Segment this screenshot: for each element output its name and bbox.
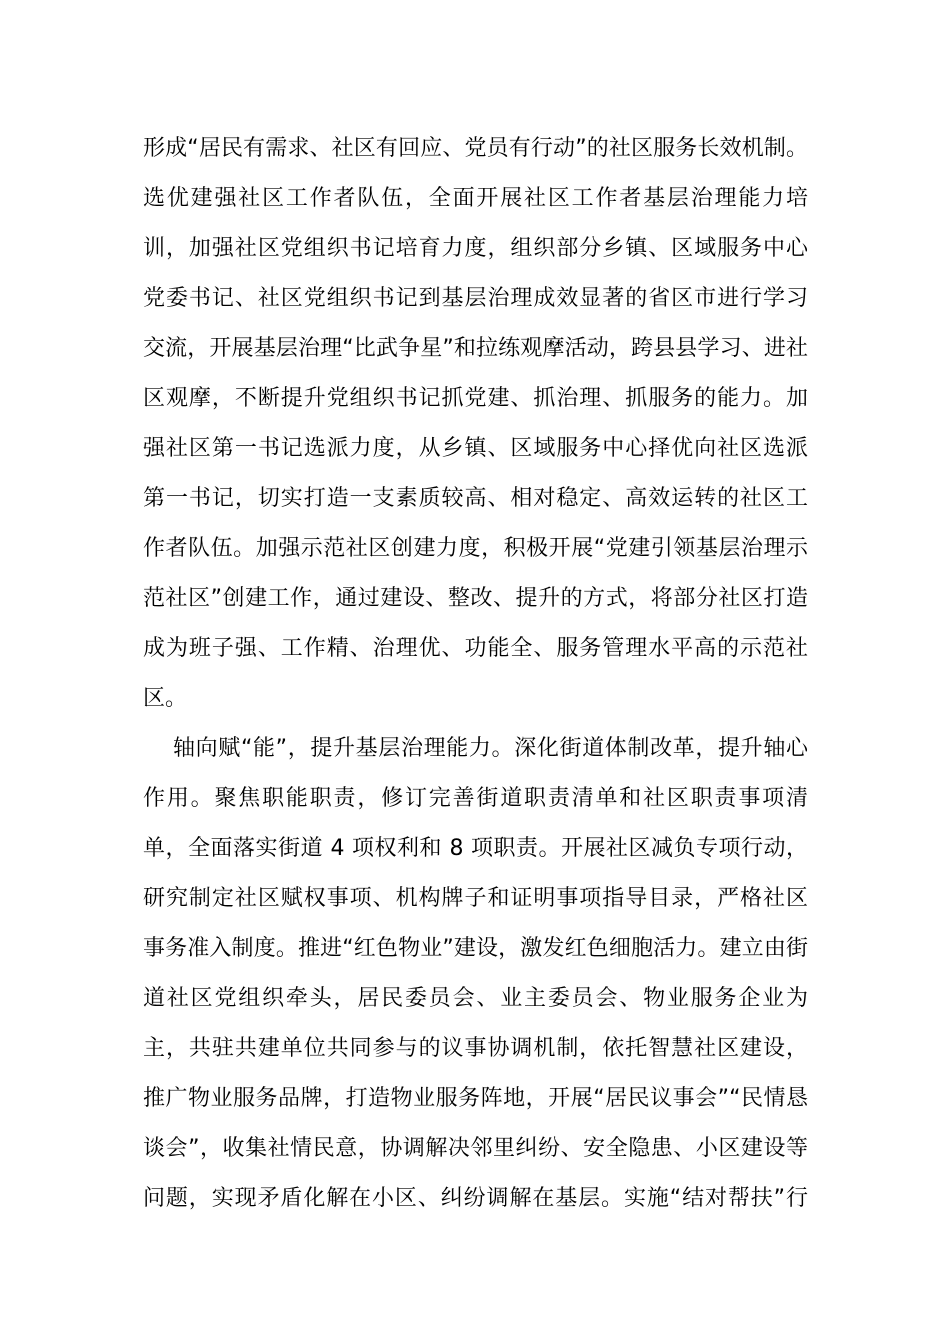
paragraph-governance-capacity — [143, 724, 808, 1224]
text-line: 轴向赋“能”，提升基层治理能力。深化街道体制改革，提升轴心 — [173, 736, 808, 761]
text-line: 主，共驻共建单位共同参与的议事协调机制，依托智慧社区建设， — [143, 1036, 808, 1061]
text-line: 事务准入制度。推进“红色物业”建设，激发红色细胞活力。建立由街 — [143, 936, 808, 961]
text-line: 区观摩，不断提升党组织书记抓党建、抓治理、抓服务的能力。加 — [143, 386, 808, 411]
text-line: 谈会”，收集社情民意，协调解决邻里纠纷、安全隐患、小区建设等 — [143, 1136, 808, 1161]
text-line: 推广物业服务品牌，打造物业服务阵地，开展“居民议事会”“民情恳 — [143, 1086, 808, 1111]
text-line: 成为班子强、工作精、治理优、功能全、服务管理水平高的示范社 — [143, 636, 808, 661]
text-line: 区。 — [143, 686, 188, 711]
text-line: 范社区”创建工作，通过建设、整改、提升的方式，将部分社区打造 — [143, 586, 808, 611]
text-line: 作者队伍。加强示范社区创建力度，积极开展“党建引领基层治理示 — [143, 536, 808, 561]
text-line: 选优建强社区工作者队伍，全面开展社区工作者基层治理能力培 — [143, 186, 808, 211]
text-line: 党委书记、社区党组织书记到基层治理成效显著的省区市进行学习 — [143, 286, 808, 311]
text-line: 交流，开展基层治理“比武争星”和拉练观摩活动，跨县县学习、进社 — [143, 336, 808, 361]
text-line: 单，全面落实街道 4 项权利和 8 项职责。开展社区减负专项行动， — [143, 836, 808, 861]
paragraph-community-service — [143, 124, 808, 724]
text-line: 强社区第一书记选派力度，从乡镇、区域服务中心择优向社区选派 — [143, 436, 808, 461]
body-text — [143, 124, 808, 1224]
text-line: 道社区党组织牵头，居民委员会、业主委员会、物业服务企业为 — [143, 986, 808, 1011]
text-line: 作用。聚焦职能职责，修订完善街道职责清单和社区职责事项清 — [143, 786, 808, 811]
text-line: 形成“居民有需求、社区有回应、党员有行动”的社区服务长效机制。 — [143, 136, 808, 161]
text-line: 问题，实现矛盾化解在小区、纠纷调解在基层。实施“结对帮扶”行 — [143, 1186, 808, 1211]
text-line: 第一书记，切实打造一支素质较高、相对稳定、高效运转的社区工 — [143, 486, 808, 511]
text-line: 研究制定社区赋权事项、机构牌子和证明事项指导目录，严格社区 — [143, 886, 808, 911]
text-line: 训，加强社区党组织书记培育力度，组织部分乡镇、区域服务中心 — [143, 236, 808, 261]
